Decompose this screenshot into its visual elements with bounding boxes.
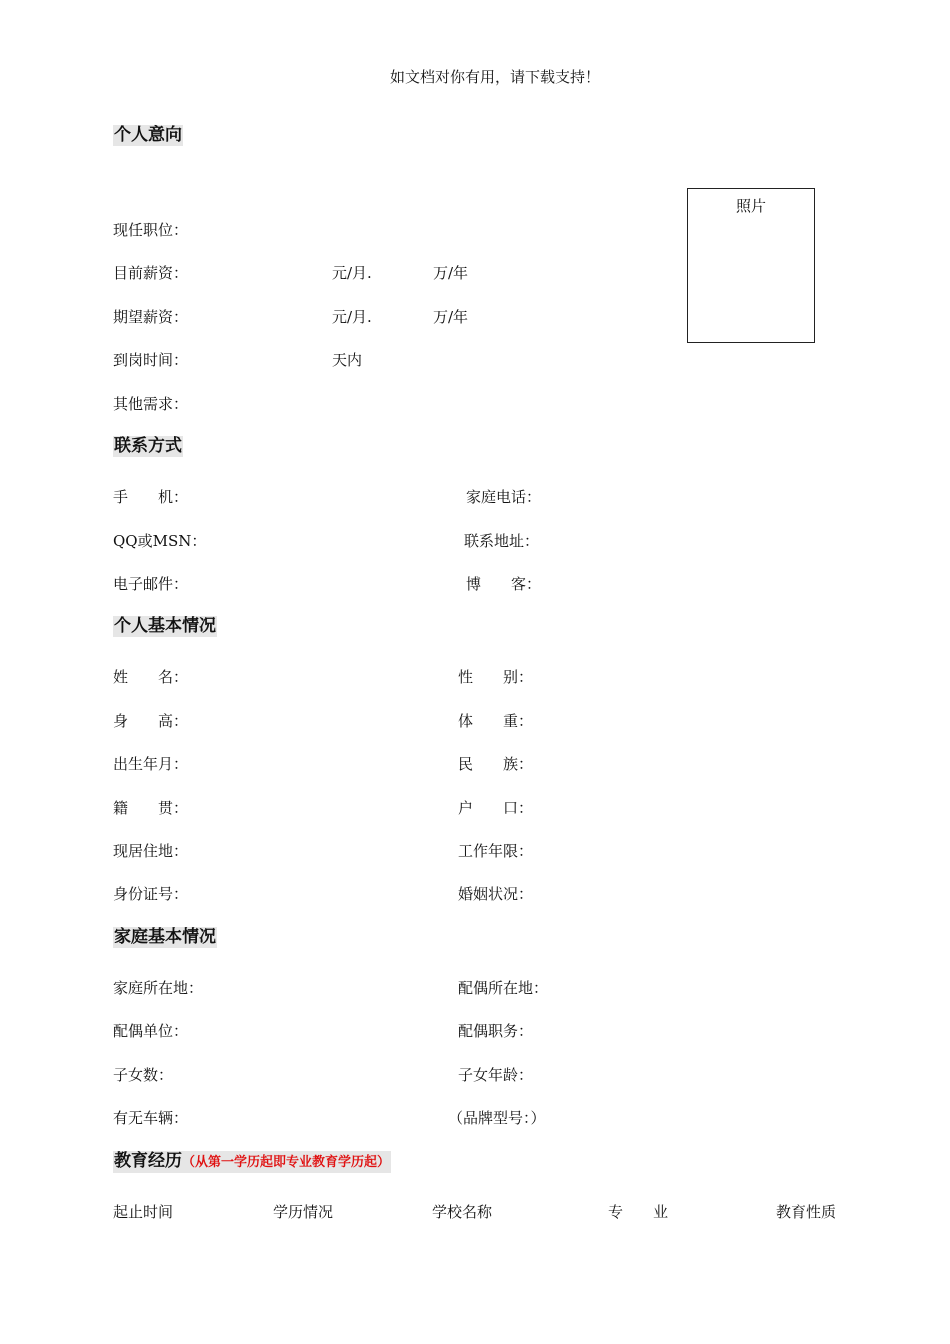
label-ethnicity: 民 族： <box>458 755 534 773</box>
column-header-degree: 学历情况 <box>273 1203 334 1221</box>
education-subtitle: （从第一学历起即专业教育学历起） <box>182 1155 391 1170</box>
label-vehicle: 有无车辆： <box>113 1109 189 1127</box>
label-children-age: 子女年龄： <box>458 1066 534 1084</box>
section-title-family: 家庭基本情况 <box>114 927 216 947</box>
section-title-basic: 个人基本情况 <box>114 616 216 636</box>
unit-current-month: 元/月. <box>332 264 372 282</box>
label-current-salary: 目前薪资： <box>113 264 189 282</box>
unit-current-year: 万/年 <box>433 264 469 282</box>
label-birth: 出生年月： <box>113 755 189 773</box>
label-gender: 性 别： <box>458 668 534 686</box>
label-email: 电子邮件： <box>113 575 189 593</box>
photo-box <box>687 188 815 343</box>
label-blog: 博 客： <box>466 575 542 593</box>
label-contact-address: 联系地址： <box>464 532 540 550</box>
label-residence: 现居住地： <box>113 842 189 860</box>
unit-expected-month: 元/月. <box>332 308 372 326</box>
label-marital: 婚姻状况： <box>458 885 534 903</box>
label-hukou: 户 口： <box>458 799 534 817</box>
label-spouse-location: 配偶所在地： <box>458 979 549 997</box>
section-title-intent: 个人意向 <box>114 125 182 145</box>
column-header-nature: 教育性质 <box>776 1203 837 1221</box>
label-arrival-time: 到岗时间： <box>113 351 189 369</box>
label-mobile: 手 机： <box>113 488 189 506</box>
label-origin: 籍 贯： <box>113 799 189 817</box>
label-height: 身 高： <box>113 712 189 730</box>
unit-arrival-days: 天内 <box>332 351 363 369</box>
label-id-number: 身份证号： <box>113 885 189 903</box>
label-work-years: 工作年限： <box>458 842 534 860</box>
section-title-contact: 联系方式 <box>114 436 182 456</box>
label-spouse-position: 配偶职务： <box>458 1022 534 1040</box>
label-current-position: 现任职位： <box>113 221 189 239</box>
label-children: 子女数： <box>113 1066 174 1084</box>
label-name: 姓 名： <box>113 668 189 686</box>
download-note: 如文档对你有用，请下载支持！ <box>389 68 600 86</box>
section-title-education <box>113 1151 391 1173</box>
column-header-school: 学校名称 <box>432 1203 493 1221</box>
label-brand: （品牌型号：） <box>448 1109 546 1127</box>
column-header-period: 起止时间 <box>113 1203 174 1221</box>
label-home-location: 家庭所在地： <box>113 979 204 997</box>
unit-expected-year: 万/年 <box>433 308 469 326</box>
education-title: 教育经历 <box>114 1151 182 1171</box>
label-other-needs: 其他需求： <box>113 395 189 413</box>
label-weight: 体 重： <box>458 712 534 730</box>
photo-label: 照片 <box>735 197 766 215</box>
label-qq-msn: QQ或MSN： <box>113 532 207 550</box>
label-home-phone: 家庭电话： <box>466 488 542 506</box>
label-expected-salary: 期望薪资： <box>113 308 189 326</box>
label-spouse-unit: 配偶单位： <box>113 1022 189 1040</box>
column-header-major: 专 业 <box>608 1203 669 1221</box>
